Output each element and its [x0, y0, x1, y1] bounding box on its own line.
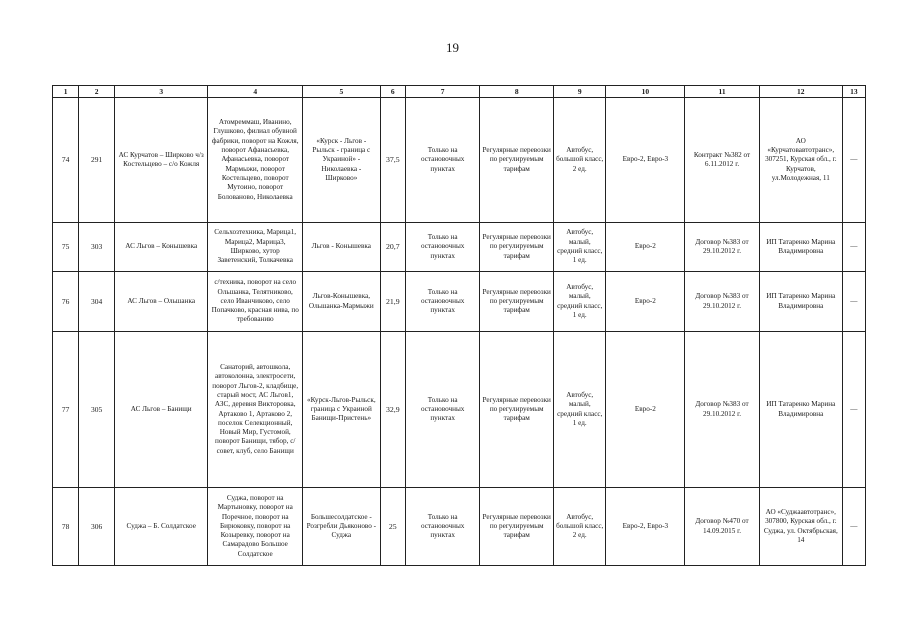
- route-number-cell: 291: [79, 98, 115, 223]
- column-header: 3: [114, 86, 207, 98]
- table-row: [53, 98, 866, 223]
- note-cell: —: [842, 488, 865, 566]
- column-header: 12: [759, 86, 842, 98]
- row-number-cell: 76: [53, 272, 79, 332]
- column-header: 8: [480, 86, 554, 98]
- table-header-row: [53, 86, 866, 98]
- streets-cell: Льгов - Конышевка: [302, 223, 380, 272]
- route-number-cell: 305: [79, 332, 115, 488]
- route-number-cell: 306: [79, 488, 115, 566]
- boarding-cell: Только на остановочных пунктах: [405, 332, 480, 488]
- note-cell: —: [842, 332, 865, 488]
- transport-type-cell: Регулярные перевозки по регулируемым тарифам: [480, 332, 554, 488]
- stops-cell: Санаторий, автошкола, автоколонна, электросети, поворот Льгов-2, кладбище, старый мост, АС Льгов1, АЗС, деревня Викторовка, Артаково 1, Артаково 2, поселок Селекционный, Новый Мир, Густомой, поворот Банищи, тябор, с/совет, клуб, село Банищи: [208, 332, 303, 488]
- contract-cell: Договор №470 от 14.09.2015 г.: [685, 488, 760, 566]
- table-row: [53, 272, 866, 332]
- boarding-cell: Только на остановочных пунктах: [405, 98, 480, 223]
- row-number-cell: 75: [53, 223, 79, 272]
- transport-type-cell: Регулярные перевозки по регулируемым тарифам: [480, 223, 554, 272]
- length-cell: 21,9: [380, 272, 405, 332]
- stops-cell: с/техника, поворот на село Ольшанка, Телятниково, село Иванчиково, село Попачково, красная нива, по требованию: [208, 272, 303, 332]
- contract-cell: Контракт №382 от 6.11.2012 г.: [685, 98, 760, 223]
- carrier-cell: АО «Суджаавтотранс», 307800, Курская обл., г. Суджа, ул. Октябрьская, 14: [759, 488, 842, 566]
- routes-table: [52, 85, 866, 566]
- vehicle-cell: Автобус, малый, средний класс, 1 ед.: [553, 332, 606, 488]
- column-header: 7: [405, 86, 480, 98]
- stops-cell: Сельхозтехника, Марица1, Марица2, Марица3, Ширково, хутор Заветенский, Толкачевка: [208, 223, 303, 272]
- route-name-cell: АС Льгов – Конышевка: [114, 223, 207, 272]
- length-cell: 25: [380, 488, 405, 566]
- column-header: 9: [553, 86, 606, 98]
- eco-class-cell: Евро-2: [606, 223, 685, 272]
- streets-cell: Большесолдатское - Розгребли Дьяконово - Суджа: [302, 488, 380, 566]
- route-number-cell: 304: [79, 272, 115, 332]
- transport-type-cell: Регулярные перевозки по регулируемым тарифам: [480, 488, 554, 566]
- streets-cell: «Курск - Льгов - Рыльск - граница с Украиной» - Николаевка - Ширково»: [302, 98, 380, 223]
- column-header: 4: [208, 86, 303, 98]
- vehicle-cell: Автобус, малый, средний класс, 1 ед.: [553, 272, 606, 332]
- page-number: 19: [446, 40, 459, 55]
- contract-cell: Договор №383 от 29.10.2012 г.: [685, 332, 760, 488]
- column-header: 5: [302, 86, 380, 98]
- eco-class-cell: Евро-2, Евро-3: [606, 98, 685, 223]
- carrier-cell: АО «Курчатовавтотранс», 307251, Курская обл., г. Курчатов, ул.Молодежная, 11: [759, 98, 842, 223]
- stops-cell: Суджа, поворот на Мартыновку, поворот на Поречное, поворот на Бирюковку, поворот на Козыревку, поворот на Самарадово Большое Солдатское: [208, 488, 303, 566]
- streets-cell: «Курск-Льгов-Рыльск, граница с Украиной Банищи-Пристень»: [302, 332, 380, 488]
- carrier-cell: ИП Татаренко Марина Владимировна: [759, 272, 842, 332]
- vehicle-cell: Автобус, малый, средний класс, 1 ед.: [553, 223, 606, 272]
- row-number-cell: 78: [53, 488, 79, 566]
- row-number-cell: 77: [53, 332, 79, 488]
- eco-class-cell: Евро-2, Евро-3: [606, 488, 685, 566]
- note-cell: —: [842, 223, 865, 272]
- row-number-cell: 74: [53, 98, 79, 223]
- route-number-cell: 303: [79, 223, 115, 272]
- route-name-cell: Суджа – Б. Солдатское: [114, 488, 207, 566]
- stops-cell: Атомреммаш, Иванино, Глушково, филиал обувной фабрики, поворот на Кожля, поворот Афанасьевка, Афанасьевка, поворот Мармыжи, поворот Костельцево, поворот Мутоино, поворот Болованово, Николаевка: [208, 98, 303, 223]
- column-header: 13: [842, 86, 865, 98]
- table-row: [53, 223, 866, 272]
- note-cell: —: [842, 98, 865, 223]
- column-header: 6: [380, 86, 405, 98]
- table-row: [53, 488, 866, 566]
- carrier-cell: ИП Татаренко Марина Владимировна: [759, 223, 842, 272]
- note-cell: —: [842, 272, 865, 332]
- eco-class-cell: Евро-2: [606, 332, 685, 488]
- transport-type-cell: Регулярные перевозки по регулируемым тарифам: [480, 272, 554, 332]
- boarding-cell: Только на остановочных пунктах: [405, 223, 480, 272]
- streets-cell: Льгов-Конышевка, Ольшанка-Мармыжи: [302, 272, 380, 332]
- length-cell: 32,9: [380, 332, 405, 488]
- transport-type-cell: Регулярные перевозки по регулируемым тарифам: [480, 98, 554, 223]
- length-cell: 37,5: [380, 98, 405, 223]
- column-header: 11: [685, 86, 760, 98]
- table-row: [53, 332, 866, 488]
- route-name-cell: АС Курчатов – Ширково ч/з Костельцево – с/о Кожля: [114, 98, 207, 223]
- route-name-cell: АС Льгов – Банищи: [114, 332, 207, 488]
- route-name-cell: АС Льгов – Ольшанка: [114, 272, 207, 332]
- vehicle-cell: Автобус, большой класс, 2 ед.: [553, 488, 606, 566]
- length-cell: 20,7: [380, 223, 405, 272]
- boarding-cell: Только на остановочных пунктах: [405, 488, 480, 566]
- boarding-cell: Только на остановочных пунктах: [405, 272, 480, 332]
- column-header: 1: [53, 86, 79, 98]
- contract-cell: Договор №383 от 29.10.2012 г.: [685, 223, 760, 272]
- carrier-cell: ИП Татаренко Марина Владимировна: [759, 332, 842, 488]
- column-header: 10: [606, 86, 685, 98]
- contract-cell: Договор №383 от 29.10.2012 г.: [685, 272, 760, 332]
- eco-class-cell: Евро-2: [606, 272, 685, 332]
- vehicle-cell: Автобус, большой класс, 2 ед.: [553, 98, 606, 223]
- column-header: 2: [79, 86, 115, 98]
